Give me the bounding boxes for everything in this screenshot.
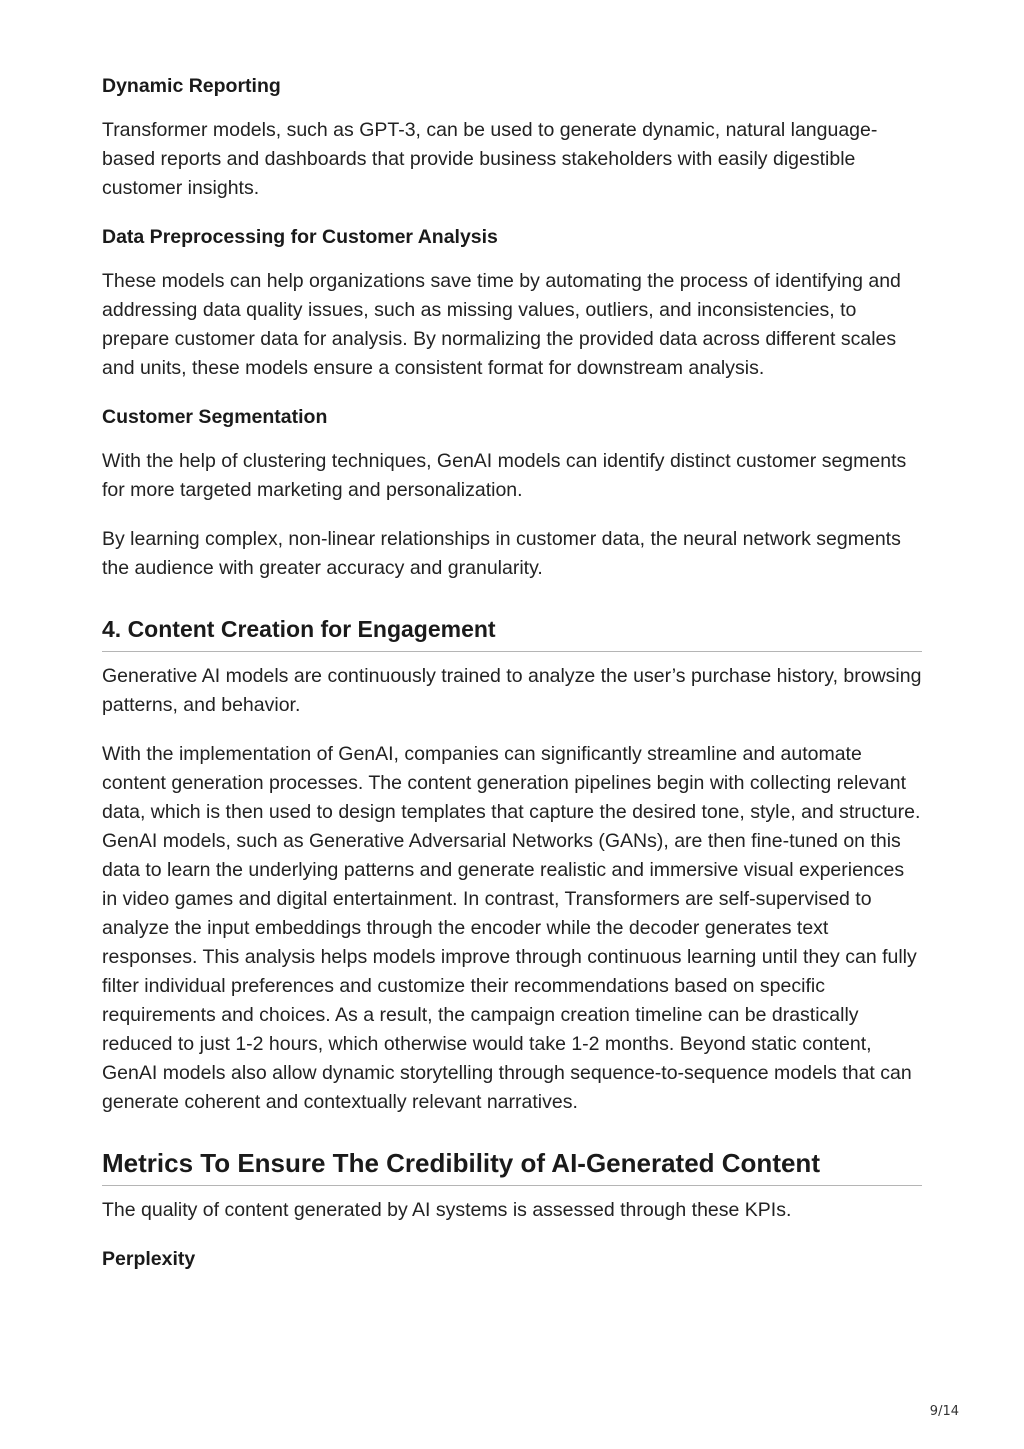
page-number: 9/14 <box>929 1404 959 1419</box>
content-creation-paragraph-2: With the implementation of GenAI, companies can significantly streamline and automate content generation processes. The content generation pipelines begin with collecting relevant data, which is then used to design templates that capture the desired tone, style, and structure. GenAI models, such as Generative Adversarial Networks (GANs), are then fine-tuned on this data to learn the underlying patterns and generate realistic and immersive visual experiences in video games and digital entertainment. In contrast, Transformers are self-supervised to analyze the input embeddings through the encoder while the decoder generates text responses. This analysis helps models improve through continuous learning until they can fully filter individual preferences and customize their recommendations based on specific requirements and choices. As a result, the campaign creation timeline can be drastically reduced to just 1-2 hours, which otherwise would take 1-2 months. Beyond static content, GenAI models also allow dynamic storytelling through sequence-to-sequence models that can generate coherent and contextually relevant narratives. <box>102 743 921 1113</box>
data-preprocessing-paragraph: These models can help organizations save time by automating the process of identifying and addressing data quality issues, such as missing values, outliers, and inconsistencies, to prepare customer data for analysis. By normalizing the provided data across different scales and units, these models ensure a consistent format for downstream analysis. <box>102 270 901 379</box>
document-page <box>102 72 922 1289</box>
metrics-paragraph: The quality of content generated by AI systems is assessed through these KPIs. <box>102 1199 792 1221</box>
dynamic-reporting-paragraph: Transformer models, such as GPT-3, can be used to generate dynamic, natural language-based reports and dashboards that provide business stakeholders with easily digestible customer insights. <box>102 119 878 199</box>
customer-segmentation-paragraph-1: With the help of clustering techniques, GenAI models can identify distinct customer segments for more targeted marketing and personalization. <box>102 450 907 501</box>
dynamic-reporting-heading: Dynamic Reporting <box>102 75 281 97</box>
customer-segmentation-heading: Customer Segmentation <box>102 406 328 428</box>
perplexity-heading: Perplexity <box>102 1248 196 1270</box>
content-creation-paragraph-1: Generative AI models are continuously trained to analyze the user’s purchase history, browsing patterns, and behavior. <box>102 665 922 716</box>
metrics-heading: Metrics To Ensure The Credibility of AI-Generated Content <box>102 1145 922 1186</box>
content-creation-heading: 4. Content Creation for Engagement <box>102 613 922 652</box>
customer-segmentation-paragraph-2: By learning complex, non-linear relationships in customer data, the neural network segments the audience with greater accuracy and granularity. <box>102 528 901 579</box>
data-preprocessing-heading: Data Preprocessing for Customer Analysis <box>102 226 498 248</box>
